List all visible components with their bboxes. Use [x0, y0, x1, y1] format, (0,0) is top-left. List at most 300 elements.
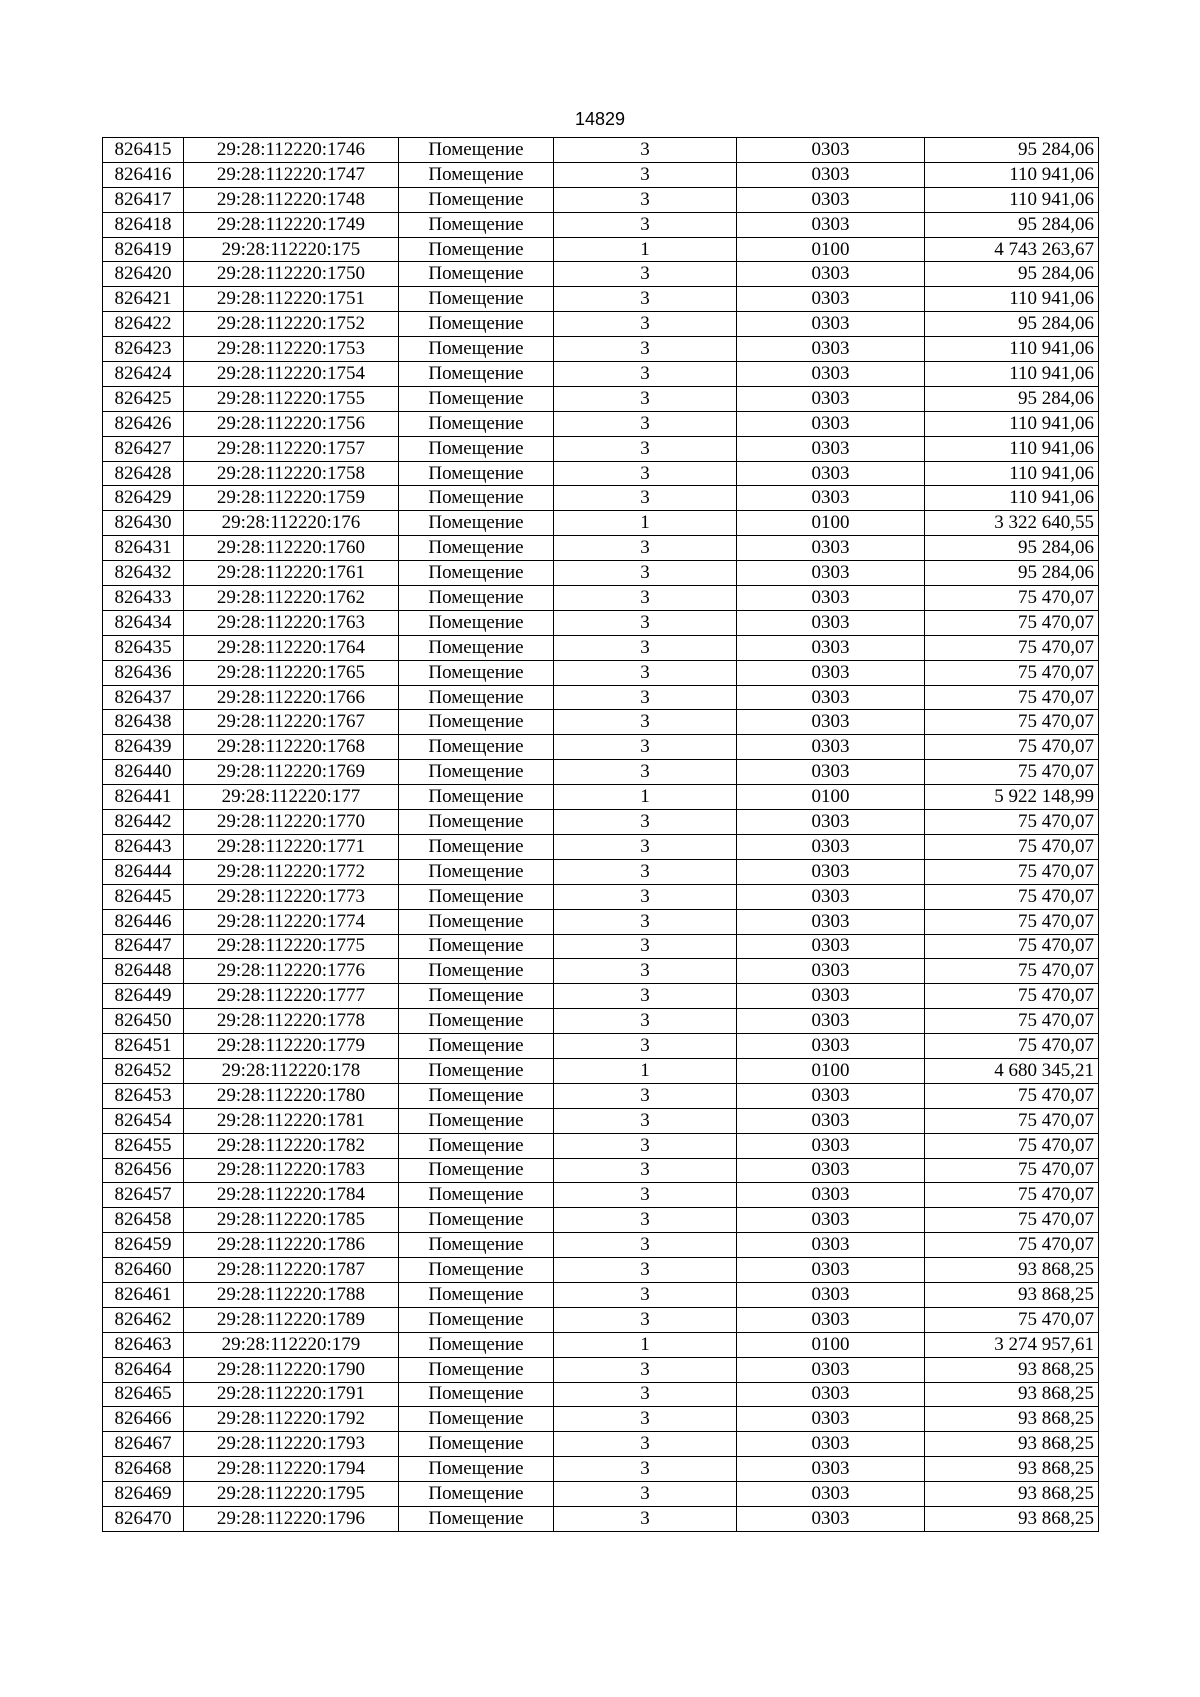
cadastral-number-cell: 29:28:112220:1772: [184, 859, 399, 884]
cadastral-number-cell: 29:28:112220:1779: [184, 1034, 399, 1059]
subgroup-code-cell: 0303: [737, 1282, 925, 1307]
group-number-cell: 3: [554, 1133, 737, 1158]
cadastral-number-cell: 29:28:112220:1784: [184, 1183, 399, 1208]
group-number-cell: 3: [554, 660, 737, 685]
row-id-cell: 826469: [103, 1482, 184, 1507]
object-type-cell: Помещение: [399, 1108, 554, 1133]
table-row: [103, 1357, 1099, 1382]
group-number-cell: 3: [554, 959, 737, 984]
table-row: [103, 909, 1099, 934]
object-type-cell: Помещение: [399, 561, 554, 586]
cadastral-value-cell: 93 868,25: [925, 1382, 1099, 1407]
group-number-cell: 3: [554, 760, 737, 785]
cadastral-value-cell: 75 470,07: [925, 884, 1099, 909]
group-number-cell: 3: [554, 984, 737, 1009]
row-id-cell: 826426: [103, 411, 184, 436]
group-number-cell: 3: [554, 162, 737, 187]
cadastral-value-cell: 110 941,06: [925, 486, 1099, 511]
cadastral-number-cell: 29:28:112220:1764: [184, 635, 399, 660]
table-row: [103, 187, 1099, 212]
row-id-cell: 826427: [103, 436, 184, 461]
cadastral-value-cell: 110 941,06: [925, 337, 1099, 362]
object-type-cell: Помещение: [399, 362, 554, 387]
table-row: [103, 834, 1099, 859]
cadastral-value-cell: 110 941,06: [925, 436, 1099, 461]
table-row: [103, 735, 1099, 760]
object-type-cell: Помещение: [399, 834, 554, 859]
cadastral-number-cell: 29:28:112220:1791: [184, 1382, 399, 1407]
row-id-cell: 826443: [103, 834, 184, 859]
subgroup-code-cell: 0303: [737, 610, 925, 635]
cadastral-value-cell: 75 470,07: [925, 735, 1099, 760]
cadastral-value-cell: 110 941,06: [925, 461, 1099, 486]
cadastral-number-cell: 29:28:112220:1778: [184, 1009, 399, 1034]
row-id-cell: 826454: [103, 1108, 184, 1133]
table-row: [103, 1307, 1099, 1332]
group-number-cell: 1: [554, 785, 737, 810]
cadastral-value-cell: 75 470,07: [925, 710, 1099, 735]
cadastral-value-cell: 95 284,06: [925, 386, 1099, 411]
cadastral-number-cell: 29:28:112220:1789: [184, 1307, 399, 1332]
row-id-cell: 826467: [103, 1432, 184, 1457]
group-number-cell: 3: [554, 586, 737, 611]
table-row: [103, 1432, 1099, 1457]
table-row: [103, 660, 1099, 685]
row-id-cell: 826415: [103, 138, 184, 163]
cadastral-number-cell: 29:28:112220:1766: [184, 685, 399, 710]
table-row: [103, 859, 1099, 884]
subgroup-code-cell: 0303: [737, 959, 925, 984]
group-number-cell: 3: [554, 1506, 737, 1531]
object-type-cell: Помещение: [399, 337, 554, 362]
cadastral-value-cell: 75 470,07: [925, 1034, 1099, 1059]
group-number-cell: 3: [554, 1083, 737, 1108]
subgroup-code-cell: 0303: [737, 1083, 925, 1108]
group-number-cell: 3: [554, 1382, 737, 1407]
group-number-cell: 1: [554, 1332, 737, 1357]
subgroup-code-cell: 0303: [737, 362, 925, 387]
cadastral-number-cell: 29:28:112220:1752: [184, 312, 399, 337]
object-type-cell: Помещение: [399, 810, 554, 835]
row-id-cell: 826470: [103, 1506, 184, 1531]
cadastral-value-cell: 110 941,06: [925, 362, 1099, 387]
cadastral-value-cell: 95 284,06: [925, 212, 1099, 237]
row-id-cell: 826446: [103, 909, 184, 934]
subgroup-code-cell: 0303: [737, 461, 925, 486]
object-type-cell: Помещение: [399, 187, 554, 212]
cadastral-value-cell: 93 868,25: [925, 1258, 1099, 1283]
cadastral-number-cell: 29:28:112220:1753: [184, 337, 399, 362]
cadastral-value-cell: 75 470,07: [925, 660, 1099, 685]
group-number-cell: 3: [554, 561, 737, 586]
group-number-cell: 3: [554, 362, 737, 387]
cadastral-value-cell: 5 922 148,99: [925, 785, 1099, 810]
object-type-cell: Помещение: [399, 511, 554, 536]
cadastral-value-cell: 93 868,25: [925, 1432, 1099, 1457]
group-number-cell: 3: [554, 1233, 737, 1258]
table-row: [103, 934, 1099, 959]
object-type-cell: Помещение: [399, 212, 554, 237]
row-id-cell: 826439: [103, 735, 184, 760]
table-row: [103, 1506, 1099, 1531]
cadastral-number-cell: 29:28:112220:1788: [184, 1282, 399, 1307]
cadastral-value-cell: 75 470,07: [925, 760, 1099, 785]
subgroup-code-cell: 0303: [737, 1158, 925, 1183]
row-id-cell: 826422: [103, 312, 184, 337]
row-id-cell: 826438: [103, 710, 184, 735]
cadastral-number-cell: 29:28:112220:1775: [184, 934, 399, 959]
group-number-cell: 3: [554, 461, 737, 486]
object-type-cell: Помещение: [399, 1357, 554, 1382]
table-row: [103, 212, 1099, 237]
row-id-cell: 826425: [103, 386, 184, 411]
group-number-cell: 3: [554, 685, 737, 710]
table-row: [103, 1083, 1099, 1108]
object-type-cell: Помещение: [399, 312, 554, 337]
cadastral-value-cell: 75 470,07: [925, 685, 1099, 710]
table-row: [103, 785, 1099, 810]
table-row: [103, 1158, 1099, 1183]
cadastral-value-cell: 93 868,25: [925, 1506, 1099, 1531]
row-id-cell: 826457: [103, 1183, 184, 1208]
table-row: [103, 685, 1099, 710]
object-type-cell: Помещение: [399, 1133, 554, 1158]
group-number-cell: 3: [554, 710, 737, 735]
subgroup-code-cell: 0303: [737, 884, 925, 909]
subgroup-code-cell: 0303: [737, 586, 925, 611]
object-type-cell: Помещение: [399, 287, 554, 312]
cadastral-number-cell: 29:28:112220:1746: [184, 138, 399, 163]
cadastral-number-cell: 29:28:112220:178: [184, 1058, 399, 1083]
cadastral-number-cell: 29:28:112220:1749: [184, 212, 399, 237]
table-row: [103, 461, 1099, 486]
object-type-cell: Помещение: [399, 1034, 554, 1059]
table-row: [103, 959, 1099, 984]
subgroup-code-cell: 0303: [737, 909, 925, 934]
object-type-cell: Помещение: [399, 1457, 554, 1482]
cadastral-number-cell: 29:28:112220:1780: [184, 1083, 399, 1108]
cadastral-number-cell: 29:28:112220:1786: [184, 1233, 399, 1258]
group-number-cell: 3: [554, 337, 737, 362]
object-type-cell: Помещение: [399, 486, 554, 511]
group-number-cell: 3: [554, 1009, 737, 1034]
table-row: [103, 262, 1099, 287]
object-type-cell: Помещение: [399, 386, 554, 411]
cadastral-number-cell: 29:28:112220:1770: [184, 810, 399, 835]
object-type-cell: Помещение: [399, 1307, 554, 1332]
subgroup-code-cell: 0303: [737, 138, 925, 163]
row-id-cell: 826435: [103, 635, 184, 660]
subgroup-code-cell: 0100: [737, 1058, 925, 1083]
table-row: [103, 1407, 1099, 1432]
row-id-cell: 826440: [103, 760, 184, 785]
row-id-cell: 826463: [103, 1332, 184, 1357]
group-number-cell: 3: [554, 312, 737, 337]
group-number-cell: 3: [554, 1158, 737, 1183]
cadastral-value-cell: 75 470,07: [925, 635, 1099, 660]
object-type-cell: Помещение: [399, 610, 554, 635]
row-id-cell: 826461: [103, 1282, 184, 1307]
cadastral-number-cell: 29:28:112220:179: [184, 1332, 399, 1357]
table-row: [103, 1233, 1099, 1258]
row-id-cell: 826462: [103, 1307, 184, 1332]
cadastral-value-cell: 95 284,06: [925, 138, 1099, 163]
table-row: [103, 1332, 1099, 1357]
group-number-cell: 3: [554, 1208, 737, 1233]
group-number-cell: 3: [554, 834, 737, 859]
cadastral-value-cell: 75 470,07: [925, 859, 1099, 884]
object-type-cell: Помещение: [399, 1407, 554, 1432]
row-id-cell: 826429: [103, 486, 184, 511]
object-type-cell: Помещение: [399, 984, 554, 1009]
row-id-cell: 826451: [103, 1034, 184, 1059]
table-row: [103, 1282, 1099, 1307]
row-id-cell: 826458: [103, 1208, 184, 1233]
object-type-cell: Помещение: [399, 536, 554, 561]
cadastral-number-cell: 29:28:112220:1774: [184, 909, 399, 934]
cadastral-value-cell: 95 284,06: [925, 536, 1099, 561]
cadastral-number-cell: 29:28:112220:1757: [184, 436, 399, 461]
cadastral-number-cell: 29:28:112220:1763: [184, 610, 399, 635]
subgroup-code-cell: 0303: [737, 486, 925, 511]
object-type-cell: Помещение: [399, 859, 554, 884]
cadastral-number-cell: 29:28:112220:1760: [184, 536, 399, 561]
subgroup-code-cell: 0303: [737, 1382, 925, 1407]
table-row: [103, 1382, 1099, 1407]
object-type-cell: Помещение: [399, 934, 554, 959]
cadastral-number-cell: 29:28:112220:1795: [184, 1482, 399, 1507]
registry-table: [102, 137, 1099, 1532]
subgroup-code-cell: 0100: [737, 237, 925, 262]
group-number-cell: 3: [554, 187, 737, 212]
subgroup-code-cell: 0303: [737, 1208, 925, 1233]
row-id-cell: 826423: [103, 337, 184, 362]
subgroup-code-cell: 0303: [737, 312, 925, 337]
group-number-cell: 3: [554, 436, 737, 461]
cadastral-value-cell: 110 941,06: [925, 187, 1099, 212]
cadastral-number-cell: 29:28:112220:1796: [184, 1506, 399, 1531]
subgroup-code-cell: 0303: [737, 212, 925, 237]
subgroup-code-cell: 0303: [737, 1432, 925, 1457]
cadastral-value-cell: 75 470,07: [925, 610, 1099, 635]
object-type-cell: Помещение: [399, 1083, 554, 1108]
subgroup-code-cell: 0100: [737, 511, 925, 536]
group-number-cell: 3: [554, 934, 737, 959]
table-row: [103, 586, 1099, 611]
cadastral-value-cell: 75 470,07: [925, 984, 1099, 1009]
row-id-cell: 826448: [103, 959, 184, 984]
subgroup-code-cell: 0303: [737, 1034, 925, 1059]
row-id-cell: 826433: [103, 586, 184, 611]
table-row: [103, 1457, 1099, 1482]
group-number-cell: 3: [554, 1482, 737, 1507]
object-type-cell: Помещение: [399, 1332, 554, 1357]
cadastral-number-cell: 29:28:112220:1767: [184, 710, 399, 735]
subgroup-code-cell: 0303: [737, 735, 925, 760]
table-row: [103, 411, 1099, 436]
table-row: [103, 1482, 1099, 1507]
cadastral-number-cell: 29:28:112220:1793: [184, 1432, 399, 1457]
table-row: [103, 1009, 1099, 1034]
page-number: 14829: [574, 109, 626, 129]
row-id-cell: 826455: [103, 1133, 184, 1158]
row-id-cell: 826428: [103, 461, 184, 486]
row-id-cell: 826460: [103, 1258, 184, 1283]
row-id-cell: 826452: [103, 1058, 184, 1083]
subgroup-code-cell: 0303: [737, 810, 925, 835]
cadastral-value-cell: 75 470,07: [925, 1183, 1099, 1208]
cadastral-value-cell: 93 868,25: [925, 1282, 1099, 1307]
cadastral-number-cell: 29:28:112220:1783: [184, 1158, 399, 1183]
row-id-cell: 826416: [103, 162, 184, 187]
group-number-cell: 3: [554, 1034, 737, 1059]
object-type-cell: Помещение: [399, 586, 554, 611]
cadastral-value-cell: 4 680 345,21: [925, 1058, 1099, 1083]
row-id-cell: 826418: [103, 212, 184, 237]
row-id-cell: 826432: [103, 561, 184, 586]
cadastral-number-cell: 29:28:112220:1773: [184, 884, 399, 909]
cadastral-value-cell: 4 743 263,67: [925, 237, 1099, 262]
subgroup-code-cell: 0303: [737, 1457, 925, 1482]
group-number-cell: 3: [554, 859, 737, 884]
subgroup-code-cell: 0303: [737, 1407, 925, 1432]
row-id-cell: 826464: [103, 1357, 184, 1382]
row-id-cell: 826436: [103, 660, 184, 685]
table-row: [103, 561, 1099, 586]
group-number-cell: 3: [554, 1457, 737, 1482]
object-type-cell: Помещение: [399, 735, 554, 760]
row-id-cell: 826466: [103, 1407, 184, 1432]
cadastral-number-cell: 29:28:112220:1768: [184, 735, 399, 760]
object-type-cell: Помещение: [399, 1282, 554, 1307]
subgroup-code-cell: 0303: [737, 187, 925, 212]
subgroup-code-cell: 0303: [737, 337, 925, 362]
row-id-cell: 826420: [103, 262, 184, 287]
row-id-cell: 826430: [103, 511, 184, 536]
group-number-cell: 3: [554, 212, 737, 237]
subgroup-code-cell: 0303: [737, 386, 925, 411]
cadastral-number-cell: 29:28:112220:1755: [184, 386, 399, 411]
table-row: [103, 386, 1099, 411]
subgroup-code-cell: 0303: [737, 834, 925, 859]
subgroup-code-cell: 0303: [737, 934, 925, 959]
cadastral-value-cell: 75 470,07: [925, 959, 1099, 984]
group-number-cell: 3: [554, 1183, 737, 1208]
object-type-cell: Помещение: [399, 1233, 554, 1258]
row-id-cell: 826450: [103, 1009, 184, 1034]
cadastral-number-cell: 29:28:112220:1794: [184, 1457, 399, 1482]
subgroup-code-cell: 0303: [737, 1307, 925, 1332]
table-row: [103, 162, 1099, 187]
object-type-cell: Помещение: [399, 1058, 554, 1083]
cadastral-value-cell: 93 868,25: [925, 1407, 1099, 1432]
subgroup-code-cell: 0303: [737, 984, 925, 1009]
object-type-cell: Помещение: [399, 436, 554, 461]
table-row: [103, 635, 1099, 660]
subgroup-code-cell: 0303: [737, 162, 925, 187]
table-row: [103, 1058, 1099, 1083]
row-id-cell: 826441: [103, 785, 184, 810]
cadastral-value-cell: 75 470,07: [925, 586, 1099, 611]
group-number-cell: 3: [554, 1108, 737, 1133]
cadastral-number-cell: 29:28:112220:1776: [184, 959, 399, 984]
row-id-cell: 826442: [103, 810, 184, 835]
cadastral-value-cell: 75 470,07: [925, 1158, 1099, 1183]
table-row: [103, 884, 1099, 909]
object-type-cell: Помещение: [399, 1482, 554, 1507]
cadastral-number-cell: 29:28:112220:1751: [184, 287, 399, 312]
table-row: [103, 436, 1099, 461]
cadastral-value-cell: 75 470,07: [925, 1133, 1099, 1158]
row-id-cell: 826421: [103, 287, 184, 312]
row-id-cell: 826465: [103, 1382, 184, 1407]
group-number-cell: 1: [554, 511, 737, 536]
cadastral-number-cell: 29:28:112220:1790: [184, 1357, 399, 1382]
table-row: [103, 1258, 1099, 1283]
row-id-cell: 826456: [103, 1158, 184, 1183]
cadastral-number-cell: 29:28:112220:1769: [184, 760, 399, 785]
row-id-cell: 826431: [103, 536, 184, 561]
table-row: [103, 1183, 1099, 1208]
cadastral-number-cell: 29:28:112220:175: [184, 237, 399, 262]
subgroup-code-cell: 0303: [737, 1357, 925, 1382]
cadastral-value-cell: 93 868,25: [925, 1457, 1099, 1482]
table-row: [103, 1034, 1099, 1059]
row-id-cell: 826445: [103, 884, 184, 909]
row-id-cell: 826447: [103, 934, 184, 959]
table-row: [103, 536, 1099, 561]
cadastral-value-cell: 95 284,06: [925, 561, 1099, 586]
object-type-cell: Помещение: [399, 1382, 554, 1407]
table-row: [103, 237, 1099, 262]
group-number-cell: 3: [554, 262, 737, 287]
group-number-cell: 3: [554, 1307, 737, 1332]
group-number-cell: 3: [554, 884, 737, 909]
subgroup-code-cell: 0303: [737, 1009, 925, 1034]
cadastral-value-cell: 95 284,06: [925, 262, 1099, 287]
cadastral-number-cell: 29:28:112220:1785: [184, 1208, 399, 1233]
cadastral-number-cell: 29:28:112220:1771: [184, 834, 399, 859]
subgroup-code-cell: 0303: [737, 561, 925, 586]
object-type-cell: Помещение: [399, 1506, 554, 1531]
object-type-cell: Помещение: [399, 162, 554, 187]
cadastral-number-cell: 29:28:112220:1781: [184, 1108, 399, 1133]
object-type-cell: Помещение: [399, 909, 554, 934]
object-type-cell: Помещение: [399, 138, 554, 163]
table-row: [103, 984, 1099, 1009]
cadastral-number-cell: 29:28:112220:1759: [184, 486, 399, 511]
subgroup-code-cell: 0303: [737, 436, 925, 461]
subgroup-code-cell: 0100: [737, 785, 925, 810]
cadastral-value-cell: 75 470,07: [925, 934, 1099, 959]
row-id-cell: 826424: [103, 362, 184, 387]
group-number-cell: 3: [554, 1258, 737, 1283]
cadastral-number-cell: 29:28:112220:1754: [184, 362, 399, 387]
subgroup-code-cell: 0303: [737, 1108, 925, 1133]
subgroup-code-cell: 0303: [737, 1482, 925, 1507]
table-row: [103, 1208, 1099, 1233]
row-id-cell: 826444: [103, 859, 184, 884]
row-id-cell: 826437: [103, 685, 184, 710]
cadastral-value-cell: 75 470,07: [925, 834, 1099, 859]
subgroup-code-cell: 0303: [737, 1183, 925, 1208]
subgroup-code-cell: 0303: [737, 1133, 925, 1158]
object-type-cell: Помещение: [399, 1183, 554, 1208]
cadastral-number-cell: 29:28:112220:1792: [184, 1407, 399, 1432]
group-number-cell: 3: [554, 1432, 737, 1457]
subgroup-code-cell: 0303: [737, 1506, 925, 1531]
cadastral-number-cell: 29:28:112220:1747: [184, 162, 399, 187]
